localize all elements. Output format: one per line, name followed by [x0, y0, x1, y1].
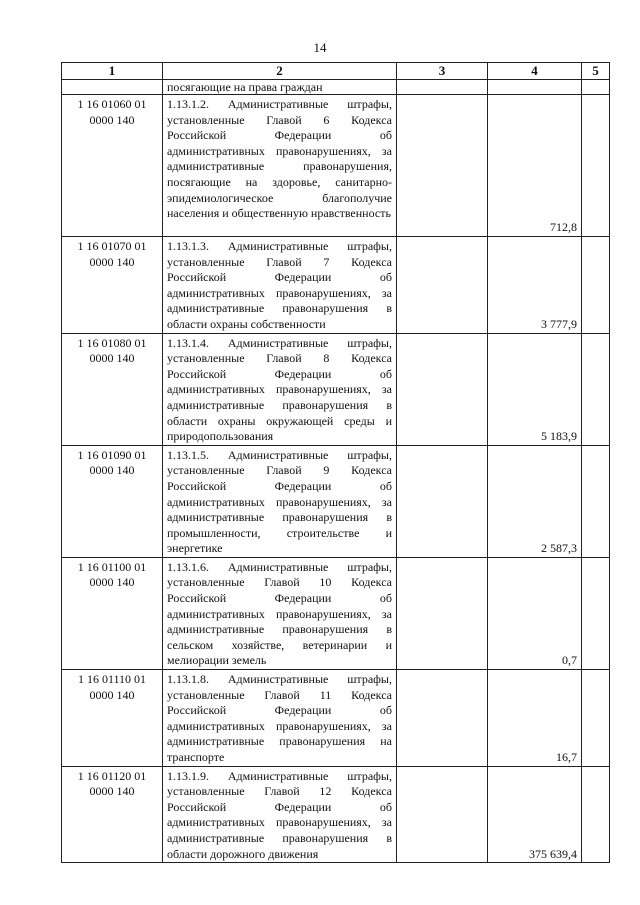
row-amount: 16,7 [488, 670, 582, 767]
row-code-line1: 1 16 01080 01 [77, 335, 147, 350]
row-code [62, 766, 163, 863]
row-code-line2: 0000 140 [89, 351, 135, 366]
row-code-line2: 0000 140 [89, 687, 135, 702]
row-col3 [397, 95, 488, 237]
row-code-line1: 1 16 01100 01 [77, 559, 147, 574]
continuation-text: посягающие на права граждан [163, 80, 397, 95]
continuation-col5 [582, 80, 610, 95]
row-code-line1: 1 16 01070 01 [77, 239, 147, 253]
header-col-3: 3 [397, 63, 488, 80]
header-col-2: 2 [163, 63, 397, 80]
row-amount: 375 639,4 [488, 766, 582, 863]
table-row [62, 557, 610, 669]
row-col5 [582, 95, 610, 237]
row-description: 1.13.1.8. Административные штрафы, установленные Главой 11 Кодекса Российской Федерации об административных правонарушениях, за административные правонарушения на транспорте [163, 670, 397, 767]
row-col5 [582, 670, 610, 767]
row-description: 1.13.1.9. Административные штрафы, установленные Главой 12 Кодекса Российской Федерации об административных правонарушениях, за административные правонарушения в области дорожного движения [163, 766, 397, 863]
row-description: 1.13.1.6. Административные штрафы, установленные Главой 10 Кодекса Российской Федерации об административных правонарушениях, за административные правонарушения в сельском хозяйстве, ветеринарии и мелиорации земель [163, 557, 397, 669]
row-description: 1.13.1.5. Административные штрафы, установленные Главой 9 Кодекса Российской Федерации об административных правонарушениях, за административные правонарушения в промышленности, строительстве и энергетике [163, 445, 397, 557]
row-code-line1: 1 16 01060 01 [77, 97, 147, 111]
continuation-code [62, 80, 163, 95]
row-amount: 3 777,9 [488, 237, 582, 334]
continuation-row [62, 80, 610, 95]
row-col3 [397, 333, 488, 445]
row-code-line2: 0000 140 [89, 784, 135, 799]
row-code-line1: 1 16 01120 01 [77, 768, 147, 783]
row-code-line1: 1 16 01110 01 [77, 672, 147, 687]
row-col3 [397, 237, 488, 334]
row-col3 [397, 670, 488, 767]
header-col-1: 1 [62, 63, 163, 80]
row-code-line2: 0000 140 [89, 575, 135, 590]
table-row [62, 445, 610, 557]
row-code [62, 557, 163, 669]
row-code [62, 237, 163, 334]
page-number: 14 [313, 40, 327, 55]
table-row [62, 766, 610, 863]
header-row [62, 63, 610, 80]
continuation-col3 [397, 80, 488, 95]
row-amount: 0,7 [488, 557, 582, 669]
row-col5 [582, 333, 610, 445]
row-col5 [582, 445, 610, 557]
table-row [62, 670, 610, 767]
row-description: 1.13.1.3. Административные штрафы, установленные Главой 7 Кодекса Российской Федерации об административных правонарушениях, за административные правонарушения в области охраны собственности [163, 237, 397, 334]
budget-table [61, 62, 610, 863]
table-row [62, 237, 610, 334]
row-code-line2: 0000 140 [89, 254, 135, 269]
row-amount: 712,8 [488, 95, 582, 237]
row-amount: 5 183,9 [488, 333, 582, 445]
row-col5 [582, 766, 610, 863]
row-code [62, 95, 163, 237]
header-col-5: 5 [582, 63, 610, 80]
row-col3 [397, 766, 488, 863]
row-col3 [397, 557, 488, 669]
row-col5 [582, 237, 610, 334]
table-row [62, 95, 610, 237]
row-col3 [397, 445, 488, 557]
row-code [62, 333, 163, 445]
row-code-line1: 1 16 01090 01 [77, 447, 147, 462]
table-row [62, 333, 610, 445]
row-code [62, 445, 163, 557]
row-description: 1.13.1.4. Административные штрафы, установленные Главой 8 Кодекса Российской Федерации об административных правонарушениях, за административные правонарушения в области охраны окружающей среды и природопользования [163, 333, 397, 445]
row-code [62, 670, 163, 767]
row-description: 1.13.1.2. Административные штрафы, установленные Главой 6 Кодекса Российской Федерации об административных правонарушениях, за административные правонарушения, посягающие на здоровье, санитарно-эпидемиологическое благополучие населения и общественную нравственность [163, 95, 397, 237]
row-code-line2: 0000 140 [89, 112, 135, 127]
row-code-line2: 0000 140 [89, 463, 135, 478]
header-col-4: 4 [488, 63, 582, 80]
row-amount: 2 587,3 [488, 445, 582, 557]
row-col5 [582, 557, 610, 669]
continuation-col4 [488, 80, 582, 95]
